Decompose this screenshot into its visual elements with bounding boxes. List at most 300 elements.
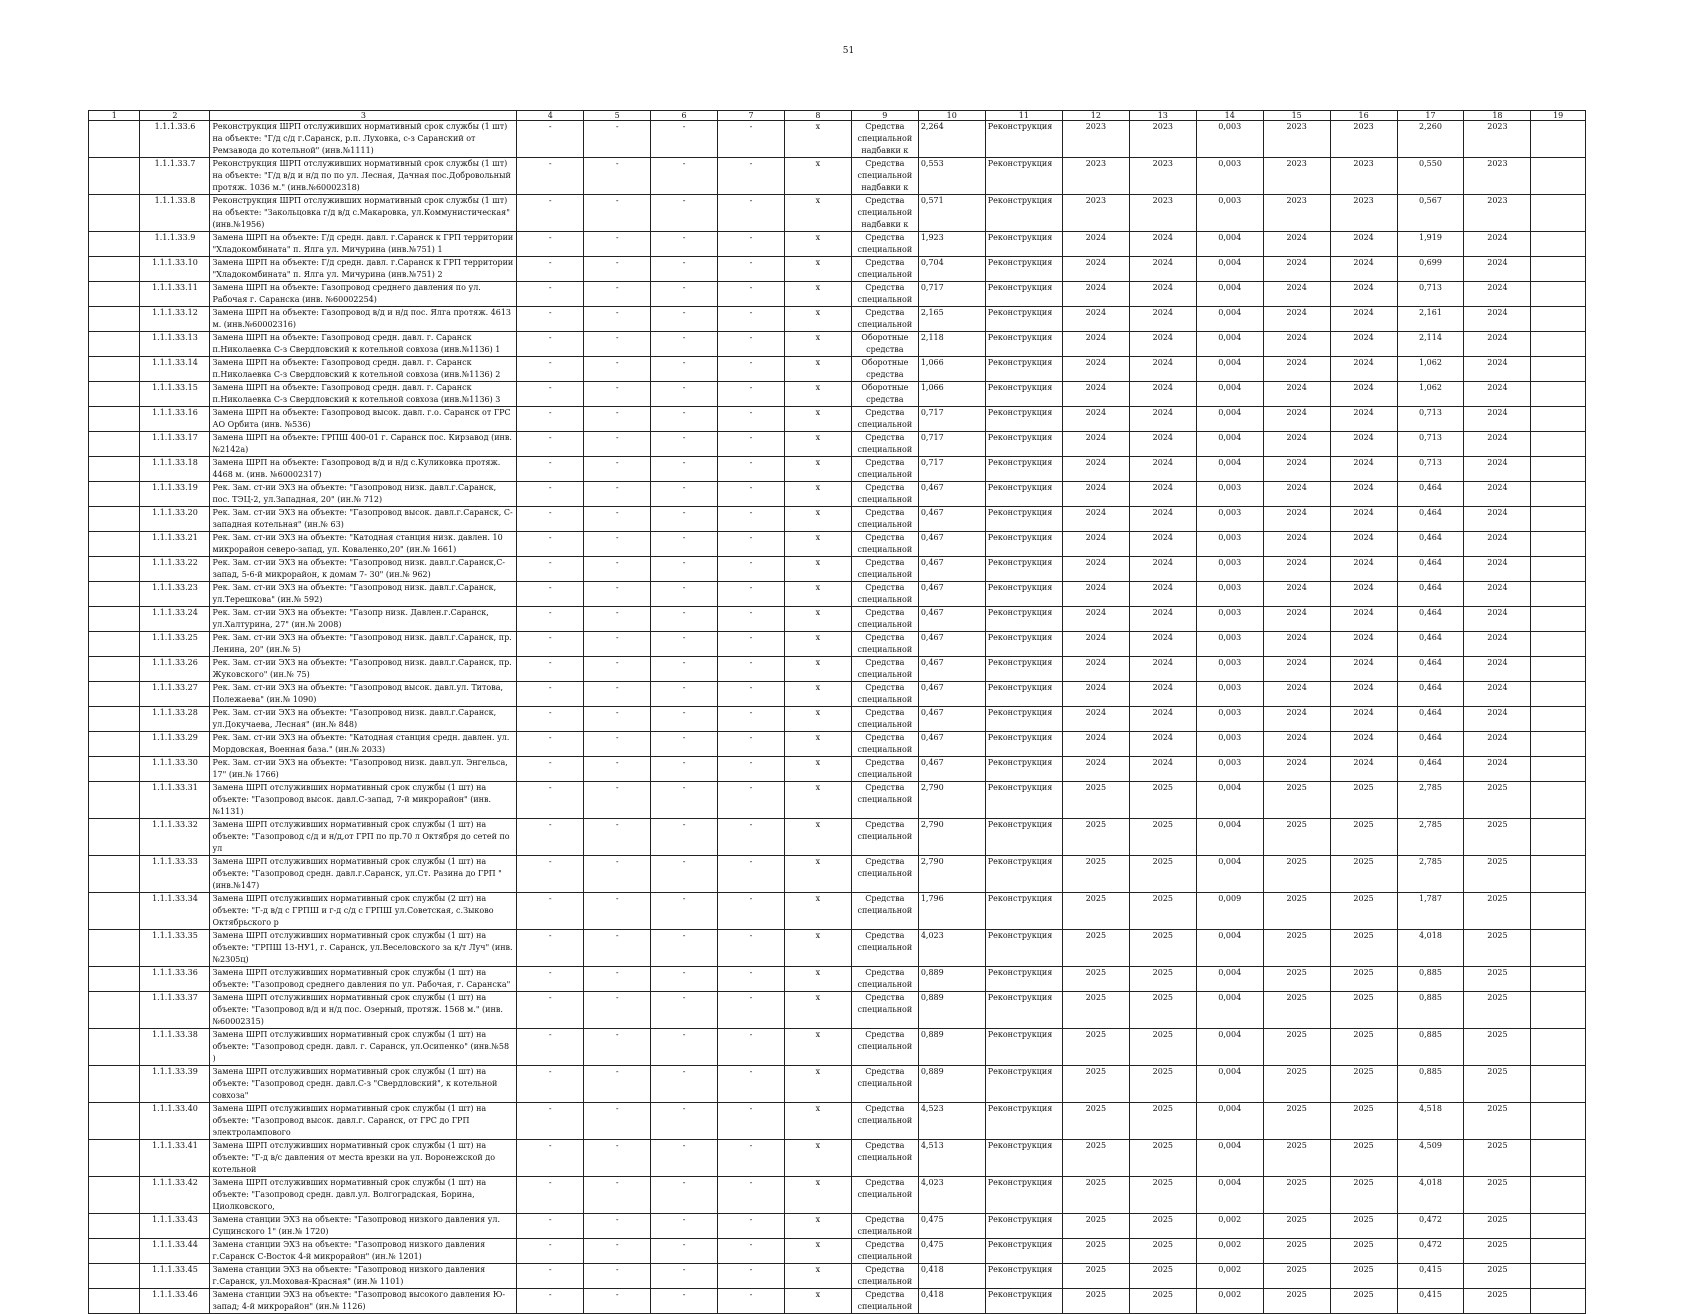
cell-cost: 0,889 (918, 1066, 985, 1103)
cell-col7: - (718, 257, 785, 282)
cell-year-start: 2024 (1062, 332, 1129, 357)
cell-description: Реконструкция ШРП отслуживших нормативный срок службы (1 шт) на объекте: "Закольцовка г/д в/д с.Макаровка, ул.Коммунистическая" (инв.№1956) (210, 195, 517, 232)
cell-col7: - (718, 582, 785, 607)
cell-col18: 2025 (1464, 1214, 1531, 1239)
cell-col17: 2,785 (1397, 782, 1464, 819)
cell-col14: 0,003 (1196, 582, 1263, 607)
cell-year-end: 2024 (1129, 607, 1196, 632)
cell-description: Замена ШРП на объекте: Г/д средн. давл. г.Саранск к ГРП территории "Хладокомбината" п. Ялга ул. Мичурина (инв.№751) 1 (210, 232, 517, 257)
cell-col1 (89, 992, 140, 1029)
cell-description: Рек. Зам. ст-ии ЭХЗ на объекте: "Газопровод высок. давл.ул. Титова, Полежаева" (ин.№ 1090) (210, 682, 517, 707)
cell-col1 (89, 121, 140, 158)
cell-col14: 0,004 (1196, 307, 1263, 332)
cell-col18: 2024 (1464, 632, 1531, 657)
cell-description: Замена станции ЭХЗ на объекте: "Газопровод низкого давления г.Саранск, ул.Моховая-Красная" (ин.№ 1101) (210, 1264, 517, 1289)
cell-work-type: Реконструкция (985, 632, 1062, 657)
cell-col7: - (718, 819, 785, 856)
cell-col18: 2024 (1464, 557, 1531, 582)
cell-year-end: 2024 (1129, 332, 1196, 357)
cell-col19 (1531, 682, 1586, 707)
cell-col17: 2,161 (1397, 307, 1464, 332)
cell-cost: 0,467 (918, 732, 985, 757)
cell-year-start: 2024 (1062, 232, 1129, 257)
cell-cost: 0,571 (918, 195, 985, 232)
cell-funding-source: Средства специальной (851, 682, 918, 707)
cell-col8: x (784, 893, 851, 930)
table-row (89, 382, 1586, 407)
table-row (89, 682, 1586, 707)
cell-code: 1.1.1.33.17 (140, 432, 210, 457)
cell-col1 (89, 557, 140, 582)
cell-funding-source: Средства специальной (851, 707, 918, 732)
cell-cost: 0,553 (918, 158, 985, 195)
cell-year-start: 2024 (1062, 407, 1129, 432)
cell-col18: 2024 (1464, 657, 1531, 682)
cell-col19 (1531, 1140, 1586, 1177)
cell-col7: - (718, 1239, 785, 1264)
cell-col19 (1531, 893, 1586, 930)
cell-funding-source: Средства специальной (851, 1239, 918, 1264)
cell-col4: - (517, 332, 584, 357)
cell-col16: 2025 (1330, 1140, 1397, 1177)
cell-col16: 2024 (1330, 532, 1397, 557)
cell-col15: 2024 (1263, 407, 1330, 432)
cell-col1 (89, 357, 140, 382)
cell-col16: 2024 (1330, 482, 1397, 507)
cell-code: 1.1.1.33.27 (140, 682, 210, 707)
cell-col4: - (517, 607, 584, 632)
cell-cost: 2,790 (918, 782, 985, 819)
cell-col15: 2025 (1263, 1214, 1330, 1239)
cell-cost: 4,023 (918, 1177, 985, 1214)
cell-col7: - (718, 856, 785, 893)
cell-col8: x (784, 657, 851, 682)
cell-col17: 2,260 (1397, 121, 1464, 158)
cell-col15: 2025 (1263, 967, 1330, 992)
cell-col7: - (718, 357, 785, 382)
cell-col18: 2025 (1464, 992, 1531, 1029)
cell-col16: 2023 (1330, 121, 1397, 158)
cell-col6: - (651, 432, 718, 457)
cell-col8: x (784, 532, 851, 557)
cell-col1 (89, 432, 140, 457)
cell-description: Замена ШРП отслуживших нормативный срок службы (1 шт) на объекте: "ГРПШ 13-НУ1, г. Саранск, ул.Веселовского за к/т Луч" (инв.№2305ц) (210, 930, 517, 967)
cell-funding-source: Средства специальной (851, 232, 918, 257)
cell-col16: 2025 (1330, 782, 1397, 819)
investment-program-table (88, 110, 1586, 1314)
cell-cost: 2,264 (918, 121, 985, 158)
column-number: 16 (1330, 111, 1397, 121)
cell-work-type: Реконструкция (985, 819, 1062, 856)
cell-col15: 2024 (1263, 532, 1330, 557)
cell-col6: - (651, 856, 718, 893)
cell-col17: 0,415 (1397, 1264, 1464, 1289)
cell-col16: 2025 (1330, 819, 1397, 856)
cell-year-start: 2023 (1062, 195, 1129, 232)
cell-col7: - (718, 782, 785, 819)
cell-col18: 2024 (1464, 407, 1531, 432)
table-row (89, 282, 1586, 307)
cell-col1 (89, 1103, 140, 1140)
cell-col5: - (584, 1103, 651, 1140)
cell-funding-source: Средства специальной (851, 757, 918, 782)
cell-col8: x (784, 257, 851, 282)
cell-col6: - (651, 482, 718, 507)
table-row (89, 121, 1586, 158)
cell-code: 1.1.1.33.31 (140, 782, 210, 819)
cell-work-type: Реконструкция (985, 682, 1062, 707)
cell-col5: - (584, 121, 651, 158)
cell-col1 (89, 1289, 140, 1314)
cell-col19 (1531, 632, 1586, 657)
cell-col18: 2024 (1464, 732, 1531, 757)
cell-col17: 0,464 (1397, 732, 1464, 757)
cell-year-end: 2024 (1129, 657, 1196, 682)
cell-work-type: Реконструкция (985, 158, 1062, 195)
cell-col5: - (584, 856, 651, 893)
table-row (89, 432, 1586, 457)
cell-funding-source: Средства специальной (851, 893, 918, 930)
cell-col4: - (517, 307, 584, 332)
cell-year-start: 2025 (1062, 782, 1129, 819)
cell-col6: - (651, 121, 718, 158)
cell-code: 1.1.1.33.39 (140, 1066, 210, 1103)
cell-col14: 0,004 (1196, 282, 1263, 307)
cell-col17: 4,018 (1397, 930, 1464, 967)
cell-funding-source: Средства специальной (851, 257, 918, 282)
column-number: 15 (1263, 111, 1330, 121)
cell-col4: - (517, 819, 584, 856)
cell-col8: x (784, 1140, 851, 1177)
cell-cost: 0,467 (918, 757, 985, 782)
table-row (89, 607, 1586, 632)
cell-col15: 2024 (1263, 457, 1330, 482)
cell-code: 1.1.1.33.21 (140, 532, 210, 557)
cell-col7: - (718, 307, 785, 332)
cell-col16: 2024 (1330, 232, 1397, 257)
cell-col5: - (584, 782, 651, 819)
cell-col7: - (718, 607, 785, 632)
cell-cost: 0,467 (918, 657, 985, 682)
cell-col16: 2025 (1330, 1066, 1397, 1103)
cell-col8: x (784, 357, 851, 382)
cell-cost: 0,418 (918, 1264, 985, 1289)
table-row (89, 1140, 1586, 1177)
cell-col6: - (651, 1140, 718, 1177)
cell-year-start: 2025 (1062, 1264, 1129, 1289)
cell-col15: 2025 (1263, 893, 1330, 930)
cell-col8: x (784, 382, 851, 407)
cell-col6: - (651, 382, 718, 407)
cell-col19 (1531, 967, 1586, 992)
cell-col18: 2023 (1464, 158, 1531, 195)
cell-col5: - (584, 1029, 651, 1066)
cell-cost: 4,023 (918, 930, 985, 967)
cell-col14: 0,003 (1196, 532, 1263, 557)
cell-work-type: Реконструкция (985, 532, 1062, 557)
cell-col6: - (651, 782, 718, 819)
cell-col18: 2024 (1464, 332, 1531, 357)
cell-work-type: Реконструкция (985, 607, 1062, 632)
cell-year-start: 2025 (1062, 1214, 1129, 1239)
column-number: 17 (1397, 111, 1464, 121)
cell-col6: - (651, 930, 718, 967)
cell-year-start: 2025 (1062, 893, 1129, 930)
cell-description: Замена ШРП отслуживших нормативный срок службы (1 шт) на объекте: "Газопровод средн. давл. г. Саранск, ул.Осипенко" (инв.№58 ) (210, 1029, 517, 1066)
cell-cost: 0,467 (918, 557, 985, 582)
cell-col5: - (584, 632, 651, 657)
table-row (89, 332, 1586, 357)
cell-col17: 0,464 (1397, 657, 1464, 682)
cell-description: Замена ШРП отслуживших нормативный срок службы (1 шт) на объекте: "Газопровод средн. давл.С-з "Свердловский", к котельной совхоза" (210, 1066, 517, 1103)
cell-col15: 2023 (1263, 158, 1330, 195)
cell-col16: 2024 (1330, 757, 1397, 782)
cell-col18: 2024 (1464, 307, 1531, 332)
cell-col14: 0,004 (1196, 1029, 1263, 1066)
cell-col16: 2025 (1330, 856, 1397, 893)
cell-work-type: Реконструкция (985, 657, 1062, 682)
cell-year-start: 2025 (1062, 930, 1129, 967)
cell-col7: - (718, 1214, 785, 1239)
cell-funding-source: Средства специальной надбавки к (851, 195, 918, 232)
cell-col4: - (517, 856, 584, 893)
cell-col18: 2024 (1464, 482, 1531, 507)
cell-col19 (1531, 607, 1586, 632)
cell-col5: - (584, 967, 651, 992)
cell-col15: 2025 (1263, 930, 1330, 967)
cell-col8: x (784, 992, 851, 1029)
cell-work-type: Реконструкция (985, 1264, 1062, 1289)
cell-col17: 0,472 (1397, 1214, 1464, 1239)
cell-col16: 2024 (1330, 682, 1397, 707)
cell-col5: - (584, 992, 651, 1029)
cell-description: Замена ШРП на объекте: Газопровод средн. давл. г. Саранск п.Николаевка С-з Свердловский к котельной совхоза (инв.№1136) 1 (210, 332, 517, 357)
cell-col18: 2025 (1464, 1140, 1531, 1177)
cell-col8: x (784, 582, 851, 607)
column-number: 8 (784, 111, 851, 121)
cell-col6: - (651, 1029, 718, 1066)
cell-col5: - (584, 1066, 651, 1103)
cell-cost: 1,796 (918, 893, 985, 930)
cell-year-start: 2024 (1062, 432, 1129, 457)
cell-col19 (1531, 195, 1586, 232)
cell-col18: 2025 (1464, 1066, 1531, 1103)
cell-col14: 0,003 (1196, 682, 1263, 707)
cell-funding-source: Средства специальной (851, 1264, 918, 1289)
column-number: 2 (140, 111, 210, 121)
cell-col7: - (718, 1177, 785, 1214)
cell-col7: - (718, 930, 785, 967)
cell-col17: 0,713 (1397, 407, 1464, 432)
cell-col15: 2024 (1263, 557, 1330, 582)
cell-funding-source: Средства специальной (851, 432, 918, 457)
cell-year-end: 2025 (1129, 1177, 1196, 1214)
cell-col6: - (651, 732, 718, 757)
cell-col5: - (584, 332, 651, 357)
cell-year-end: 2024 (1129, 307, 1196, 332)
cell-col14: 0,003 (1196, 607, 1263, 632)
table-row (89, 1289, 1586, 1314)
cell-col1 (89, 382, 140, 407)
cell-description: Замена ШРП отслуживших нормативный срок службы (1 шт) на объекте: "Газопровод с/д и н/д,от ГРП по пр.70 л Октября до сетей по ул (210, 819, 517, 856)
cell-col6: - (651, 158, 718, 195)
cell-funding-source: Средства специальной (851, 507, 918, 532)
cell-col8: x (784, 1029, 851, 1066)
cell-col7: - (718, 1103, 785, 1140)
cell-col17: 1,787 (1397, 893, 1464, 930)
cell-col19 (1531, 457, 1586, 482)
table-row (89, 407, 1586, 432)
cell-col1 (89, 195, 140, 232)
cell-year-start: 2024 (1062, 632, 1129, 657)
cell-col14: 0,003 (1196, 195, 1263, 232)
cell-col18: 2024 (1464, 682, 1531, 707)
cell-col18: 2024 (1464, 532, 1531, 557)
cell-col8: x (784, 158, 851, 195)
cell-col14: 0,004 (1196, 782, 1263, 819)
cell-work-type: Реконструкция (985, 507, 1062, 532)
table-row (89, 1103, 1586, 1140)
cell-col4: - (517, 657, 584, 682)
table-row (89, 457, 1586, 482)
cell-col14: 0,003 (1196, 657, 1263, 682)
cell-description: Замена ШРП на объекте: Газопровод среднего давления по ул. Рабочая г. Саранска (инв. №60002254) (210, 282, 517, 307)
table-row (89, 158, 1586, 195)
cell-col17: 0,713 (1397, 282, 1464, 307)
cell-col14: 0,002 (1196, 1214, 1263, 1239)
cell-col14: 0,002 (1196, 1289, 1263, 1314)
cell-col8: x (784, 432, 851, 457)
cell-work-type: Реконструкция (985, 992, 1062, 1029)
cell-funding-source: Средства специальной (851, 657, 918, 682)
cell-year-end: 2025 (1129, 1140, 1196, 1177)
cell-col19 (1531, 1103, 1586, 1140)
cell-col15: 2025 (1263, 1103, 1330, 1140)
table-row (89, 507, 1586, 532)
cell-col18: 2024 (1464, 257, 1531, 282)
cell-year-start: 2024 (1062, 582, 1129, 607)
cell-col19 (1531, 1214, 1586, 1239)
cell-funding-source: Средства специальной (851, 557, 918, 582)
cell-col5: - (584, 382, 651, 407)
cell-col6: - (651, 232, 718, 257)
cell-col1 (89, 1239, 140, 1264)
cell-col17: 0,885 (1397, 1066, 1464, 1103)
cell-description: Замена ШРП на объекте: Газопровод средн. давл. г. Саранск п.Николаевка С-з Свердловский к котельной совхоза (инв.№1136) 2 (210, 357, 517, 382)
cell-col14: 0,004 (1196, 257, 1263, 282)
cell-col16: 2024 (1330, 657, 1397, 682)
cell-col6: - (651, 1066, 718, 1103)
cell-work-type: Реконструкция (985, 967, 1062, 992)
cell-col19 (1531, 992, 1586, 1029)
cell-col5: - (584, 158, 651, 195)
cell-code: 1.1.1.33.30 (140, 757, 210, 782)
table-row (89, 195, 1586, 232)
table-row (89, 893, 1586, 930)
cell-col18: 2023 (1464, 121, 1531, 158)
cell-col4: - (517, 121, 584, 158)
cell-year-end: 2024 (1129, 682, 1196, 707)
cell-col16: 2025 (1330, 930, 1397, 967)
cell-col7: - (718, 757, 785, 782)
cell-work-type: Реконструкция (985, 307, 1062, 332)
table-row (89, 1214, 1586, 1239)
table-row (89, 1264, 1586, 1289)
cell-col16: 2025 (1330, 1289, 1397, 1314)
cell-col16: 2025 (1330, 893, 1397, 930)
cell-col19 (1531, 819, 1586, 856)
cell-work-type: Реконструкция (985, 1066, 1062, 1103)
cell-col7: - (718, 1066, 785, 1103)
cell-col14: 0,004 (1196, 1140, 1263, 1177)
cell-year-start: 2025 (1062, 967, 1129, 992)
cell-col7: - (718, 195, 785, 232)
cell-col4: - (517, 1264, 584, 1289)
cell-col7: - (718, 407, 785, 432)
cell-description: Рек. Зам. ст-ии ЭХЗ на объекте: "Катодная станция низк. давлен. 10 микрорайон северо-запад, ул. Коваленко,20" (ин.№ 1661) (210, 532, 517, 557)
cell-col16: 2023 (1330, 158, 1397, 195)
cell-col19 (1531, 432, 1586, 457)
cell-col18: 2025 (1464, 782, 1531, 819)
cell-code: 1.1.1.33.23 (140, 582, 210, 607)
table-row (89, 257, 1586, 282)
cell-cost: 4,523 (918, 1103, 985, 1140)
cell-code: 1.1.1.33.26 (140, 657, 210, 682)
cell-col18: 2023 (1464, 195, 1531, 232)
cell-col16: 2024 (1330, 457, 1397, 482)
cell-col16: 2025 (1330, 1264, 1397, 1289)
cell-funding-source: Средства специальной (851, 282, 918, 307)
cell-col17: 0,699 (1397, 257, 1464, 282)
cell-work-type: Реконструкция (985, 382, 1062, 407)
cell-code: 1.1.1.33.11 (140, 282, 210, 307)
cell-col18: 2025 (1464, 1239, 1531, 1264)
cell-col18: 2025 (1464, 819, 1531, 856)
column-number: 1 (89, 111, 140, 121)
cell-col1 (89, 158, 140, 195)
cell-col15: 2024 (1263, 432, 1330, 457)
cell-col4: - (517, 967, 584, 992)
column-number: 4 (517, 111, 584, 121)
cell-col8: x (784, 607, 851, 632)
cell-col1 (89, 632, 140, 657)
table-row (89, 856, 1586, 893)
cell-year-end: 2024 (1129, 532, 1196, 557)
cell-year-end: 2024 (1129, 482, 1196, 507)
cell-col19 (1531, 121, 1586, 158)
table-row (89, 819, 1586, 856)
cell-col8: x (784, 307, 851, 332)
cell-col15: 2023 (1263, 121, 1330, 158)
cell-work-type: Реконструкция (985, 121, 1062, 158)
cell-year-start: 2024 (1062, 682, 1129, 707)
cell-col8: x (784, 856, 851, 893)
cell-col17: 0,464 (1397, 682, 1464, 707)
cell-funding-source: Средства специальной (851, 967, 918, 992)
cell-col5: - (584, 819, 651, 856)
cell-col15: 2024 (1263, 682, 1330, 707)
cell-code: 1.1.1.33.9 (140, 232, 210, 257)
cell-col4: - (517, 1177, 584, 1214)
cell-col4: - (517, 1029, 584, 1066)
cell-description: Замена ШРП отслуживших нормативный срок службы (1 шт) на объекте: "Газопровод средн. давл.г.Саранск, ул.Ст. Разина до ГРП " (инв.№147) (210, 856, 517, 893)
cell-col4: - (517, 232, 584, 257)
column-number: 5 (584, 111, 651, 121)
cell-col1 (89, 282, 140, 307)
cell-col16: 2024 (1330, 507, 1397, 532)
cell-col4: - (517, 507, 584, 532)
cell-col19 (1531, 158, 1586, 195)
